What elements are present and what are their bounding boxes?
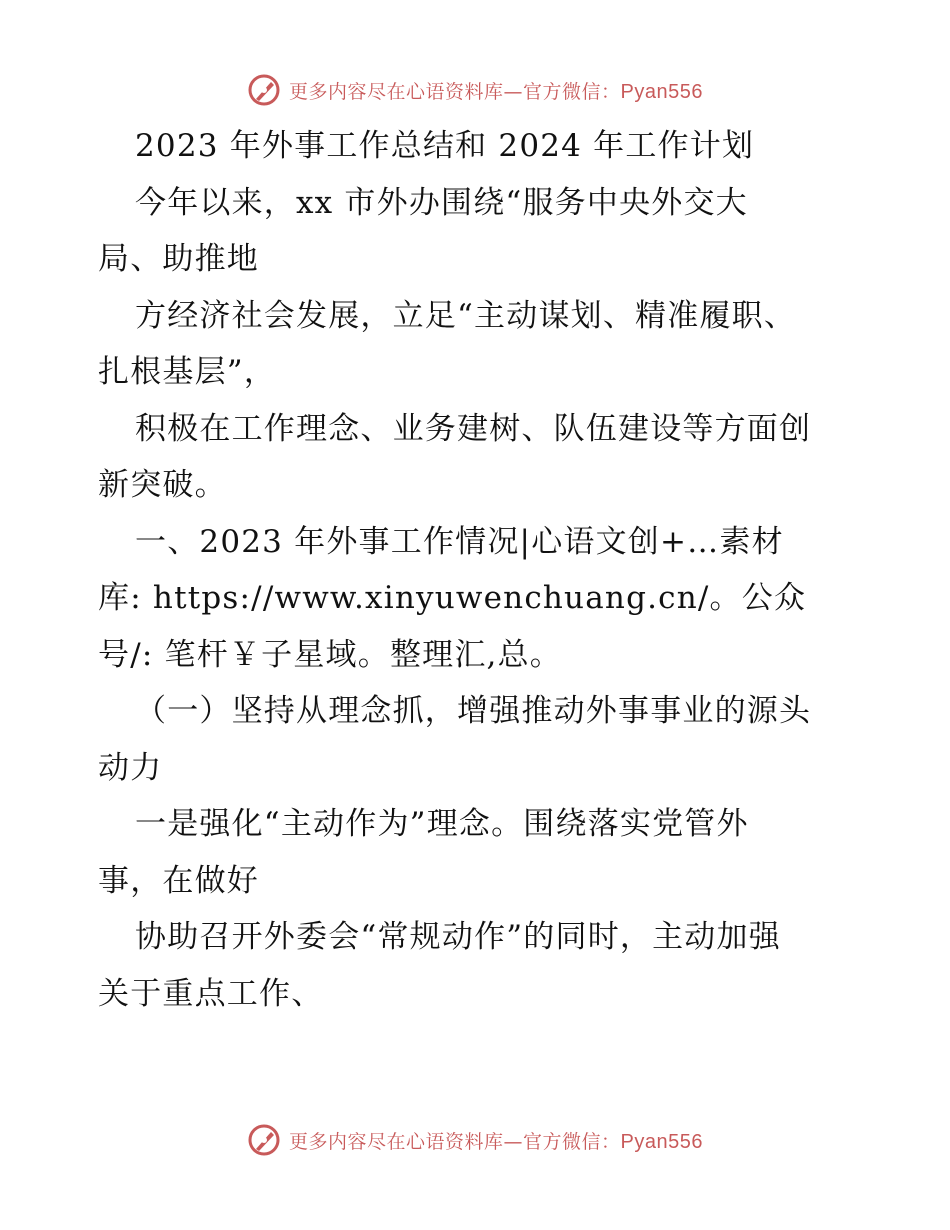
section-heading: 一、2023 年外事工作情况|心语文创+…素材 (135, 523, 784, 560)
paragraph-line: 今年以来，xx 市外办围绕“服务中央外交大 (135, 184, 748, 221)
document-body (98, 118, 858, 1022)
paragraph-line: 号/: 笔杆￥子星域。整理汇,总。 (98, 636, 562, 673)
document-title: 2023 年外事工作总结和 2024 年工作计划 (135, 128, 755, 164)
paragraph-line: 协助召开外委会“常规动作”的同时，主动加强 (135, 919, 781, 955)
paragraph-line: 积极在工作理念、业务建树、队伍建设等方面创 (135, 410, 812, 447)
banner-account: Pyan556 (620, 80, 703, 103)
header-watermark-banner (0, 70, 950, 110)
paragraph-line: 库: https://www.xinyuwenchuang.cn/。公众 (98, 580, 807, 616)
paragraph-line: 局、助推地 (98, 241, 259, 277)
paragraph-line: 关于重点工作、 (98, 975, 324, 1012)
paragraph-line: 新突破。 (98, 467, 227, 503)
paragraph-line: 一是强化“主动作为”理念。围绕落实党管外 (135, 806, 749, 842)
paragraph-line: 动力 (98, 749, 163, 786)
banner-text: 更多内容尽在心语资料库—官方微信： (289, 1130, 621, 1153)
quill-logo-icon (247, 73, 281, 107)
paragraph-line: 事，在做好 (98, 862, 259, 899)
footer-watermark-banner (0, 1120, 950, 1160)
quill-logo-icon (247, 1123, 281, 1157)
banner-text: 更多内容尽在心语资料库—官方微信： (289, 80, 621, 103)
banner-account: Pyan556 (620, 1130, 703, 1153)
paragraph-line: 扎根基层”， (98, 354, 277, 390)
paragraph-line: 方经济社会发展，立足“主动谋划、精准履职、 (135, 297, 797, 334)
subsection-heading: （一）坚持从理念抓，增强推动外事事业的源头 (135, 693, 812, 729)
